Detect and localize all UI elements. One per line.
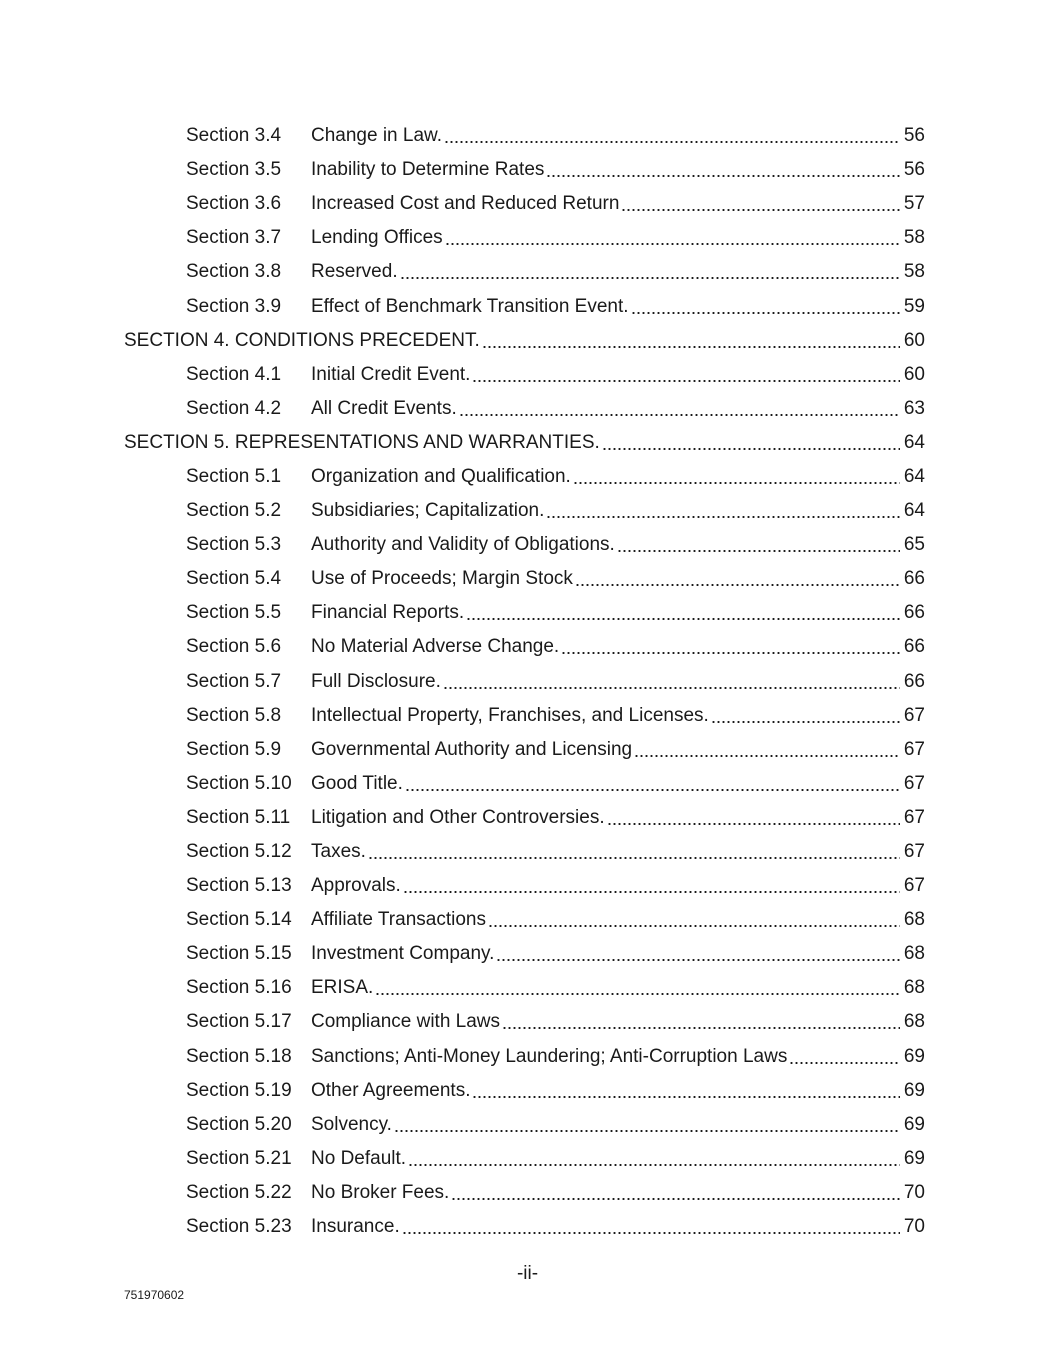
toc-entry-number: Section 3.6 <box>186 193 282 215</box>
toc-entry-title: Taxes. <box>311 841 366 863</box>
toc-section-entry[interactable] <box>124 1005 925 1039</box>
toc-entry-title: Initial Credit Event. <box>311 363 471 385</box>
toc-entry-title: Reserved. <box>311 261 398 283</box>
toc-section-entry[interactable] <box>124 221 925 255</box>
toc-entry-page: 65 <box>903 534 925 556</box>
toc-entry-number: Section 5.21 <box>186 1147 292 1169</box>
toc-entry-number: Section 5.5 <box>186 602 282 624</box>
toc-section-entry[interactable] <box>124 528 925 562</box>
toc-section-entry[interactable] <box>124 153 925 187</box>
toc-entry-page: 69 <box>903 1079 925 1101</box>
toc-entry-title: Insurance. <box>311 1216 400 1238</box>
dot-leader <box>482 345 900 349</box>
toc-entry-page: 59 <box>903 295 925 317</box>
toc-entry-number: Section 5.18 <box>186 1045 292 1067</box>
toc-entry-number: Section 5.2 <box>186 500 282 522</box>
dot-leader <box>634 754 900 758</box>
dot-leader <box>394 1129 900 1133</box>
toc-entry-title: Financial Reports. <box>311 602 465 624</box>
dot-leader <box>400 276 900 280</box>
dot-leader <box>451 1197 900 1201</box>
toc-entry-title: No Broker Fees. <box>311 1181 450 1203</box>
toc-section-entry[interactable] <box>124 392 925 426</box>
toc-entry-title: Affiliate Transactions <box>311 909 486 931</box>
toc-entry-number: Section 5.9 <box>186 738 282 760</box>
toc-entry-number: Section 5.8 <box>186 704 282 726</box>
toc-entry-title: Change in Law. <box>311 125 442 147</box>
toc-entry-page: 58 <box>903 227 925 249</box>
toc-entry-number: Section 5.7 <box>186 670 282 692</box>
toc-entry-title: ERISA. <box>311 977 374 999</box>
toc-entry-title: Lending Offices <box>311 227 443 249</box>
dot-leader <box>405 788 900 792</box>
toc-article-entry[interactable] <box>124 324 925 358</box>
toc-entry-number: Section 5.19 <box>186 1079 292 1101</box>
toc-entry-number: Section 5.3 <box>186 534 282 556</box>
toc-entry-page: 63 <box>903 397 925 419</box>
toc-entry-page: 69 <box>903 1113 925 1135</box>
toc-entry-number: Section 5.11 <box>186 806 291 828</box>
toc-section-entry[interactable] <box>124 596 925 630</box>
toc-entry-page: 58 <box>903 261 925 283</box>
dot-leader <box>546 515 900 519</box>
toc-entry-title: Investment Company. <box>311 943 495 965</box>
toc-entry-number: Section 5.6 <box>186 636 282 658</box>
toc-entry-title: Approvals. <box>311 875 401 897</box>
toc-entry-title: Increased Cost and Reduced Return <box>311 193 620 215</box>
toc-section-entry[interactable] <box>124 869 925 903</box>
toc-entry-title: Subsidiaries; Capitalization. <box>311 500 545 522</box>
toc-entry-page: 60 <box>903 363 925 385</box>
dot-leader <box>711 720 900 724</box>
toc-section-entry[interactable] <box>124 1210 925 1244</box>
toc-entry-page: 66 <box>903 670 925 692</box>
toc-entry-title: Governmental Authority and Licensing <box>311 738 633 760</box>
toc-entry-title: SECTION 5. REPRESENTATIONS AND WARRANTIES. <box>124 431 600 453</box>
toc-entry-title: Authority and Validity of Obligations. <box>311 534 615 556</box>
dot-leader <box>445 242 900 246</box>
table-of-contents <box>124 119 925 1244</box>
dot-leader <box>466 617 900 621</box>
toc-entry-title: Other Agreements. <box>311 1079 471 1101</box>
toc-entry-page: 56 <box>903 125 925 147</box>
dot-leader <box>575 583 900 587</box>
toc-entry-page: 66 <box>903 602 925 624</box>
dot-leader <box>402 1231 900 1235</box>
dot-leader <box>502 1026 900 1030</box>
toc-section-entry[interactable] <box>124 767 925 801</box>
toc-entry-number: Section 4.2 <box>186 397 282 419</box>
toc-section-entry[interactable] <box>124 494 925 528</box>
toc-entry-page: 66 <box>903 636 925 658</box>
toc-section-entry[interactable] <box>124 937 925 971</box>
toc-entry-number: Section 3.7 <box>186 227 282 249</box>
toc-entry-page: 67 <box>903 841 925 863</box>
toc-entry-title: All Credit Events. <box>311 397 457 419</box>
toc-entry-title: Use of Proceeds; Margin Stock <box>311 568 573 590</box>
toc-entry-number: Section 5.20 <box>186 1113 292 1135</box>
toc-entry-page: 56 <box>903 159 925 181</box>
toc-entry-page: 69 <box>903 1147 925 1169</box>
toc-entry-number: Section 5.14 <box>186 909 292 931</box>
toc-entry-number: Section 5.15 <box>186 943 292 965</box>
toc-entry-number: Section 5.23 <box>186 1216 292 1238</box>
toc-entry-number: Section 5.4 <box>186 568 282 590</box>
toc-entry-number: Section 3.8 <box>186 261 282 283</box>
dot-leader <box>443 686 900 690</box>
toc-entry-page: 67 <box>903 806 925 828</box>
toc-section-entry[interactable] <box>124 903 925 937</box>
toc-section-entry[interactable] <box>124 289 925 323</box>
toc-section-entry[interactable] <box>124 255 925 289</box>
toc-entry-page: 70 <box>903 1181 925 1203</box>
toc-section-entry[interactable] <box>124 1142 925 1176</box>
dot-leader <box>561 651 900 655</box>
dot-leader <box>472 379 900 383</box>
toc-entry-page: 70 <box>903 1216 925 1238</box>
toc-section-entry[interactable] <box>124 562 925 596</box>
toc-entry-number: Section 5.22 <box>186 1181 292 1203</box>
toc-entry-title: SECTION 4. CONDITIONS PRECEDENT. <box>124 329 480 351</box>
toc-entry-page: 67 <box>903 738 925 760</box>
dot-leader <box>546 174 900 178</box>
toc-entry-page: 60 <box>903 329 925 351</box>
dot-leader <box>459 413 900 417</box>
toc-entry-title: Compliance with Laws <box>311 1011 501 1033</box>
dot-leader <box>472 1095 900 1099</box>
toc-entry-number: Section 4.1 <box>186 363 282 385</box>
dot-leader <box>496 958 900 962</box>
toc-entry-title: Inability to Determine Rates <box>311 159 545 181</box>
toc-entry-number: Section 5.13 <box>186 875 292 897</box>
toc-section-entry[interactable] <box>124 1074 925 1108</box>
toc-entry-title: Full Disclosure. <box>311 670 441 692</box>
toc-section-entry[interactable] <box>124 358 925 392</box>
toc-section-entry[interactable] <box>124 630 925 664</box>
toc-section-entry[interactable] <box>124 1176 925 1210</box>
toc-entry-page: 69 <box>903 1045 925 1067</box>
toc-entry-page: 68 <box>903 1011 925 1033</box>
dot-leader <box>368 856 900 860</box>
toc-entry-number: Section 3.5 <box>186 159 282 181</box>
toc-entry-number: Section 5.1 <box>186 465 282 487</box>
toc-entry-page: 68 <box>903 909 925 931</box>
toc-section-entry[interactable] <box>124 460 925 494</box>
toc-section-entry[interactable] <box>124 665 925 699</box>
toc-entry-title: Effect of Benchmark Transition Event. <box>311 295 629 317</box>
toc-entry-number: Section 5.16 <box>186 977 292 999</box>
toc-section-entry[interactable] <box>124 699 925 733</box>
dot-leader <box>789 1061 900 1065</box>
toc-entry-number: Section 5.17 <box>186 1011 292 1033</box>
toc-entry-page: 64 <box>903 465 925 487</box>
dot-leader <box>621 208 900 212</box>
toc-section-entry[interactable] <box>124 187 925 221</box>
dot-leader <box>573 481 900 485</box>
toc-entry-page: 66 <box>903 568 925 590</box>
toc-entry-title: No Default. <box>311 1147 407 1169</box>
toc-entry-number: Section 5.10 <box>186 772 292 794</box>
toc-section-entry[interactable] <box>124 835 925 869</box>
page-number: -ii- <box>516 1263 539 1284</box>
toc-section-entry[interactable] <box>124 1108 925 1142</box>
toc-entry-title: Solvency. <box>311 1113 392 1135</box>
toc-entry-page: 67 <box>903 704 925 726</box>
toc-entry-title: Good Title. <box>311 772 403 794</box>
toc-entry-page: 64 <box>903 431 925 453</box>
toc-entry-title: No Material Adverse Change. <box>311 636 560 658</box>
toc-entry-page: 64 <box>903 500 925 522</box>
dot-leader <box>602 447 900 451</box>
toc-section-entry[interactable] <box>124 1040 925 1074</box>
dot-leader <box>408 1163 900 1167</box>
dot-leader <box>488 924 900 928</box>
toc-section-entry[interactable] <box>124 733 925 767</box>
dot-leader <box>375 992 900 996</box>
toc-entry-title: Intellectual Property, Franchises, and Licenses. <box>311 704 709 726</box>
toc-entry-number: Section 5.12 <box>186 841 292 863</box>
dot-leader <box>617 549 900 553</box>
toc-entry-page: 67 <box>903 875 925 897</box>
dot-leader <box>631 311 900 315</box>
toc-entry-page: 57 <box>903 193 925 215</box>
toc-section-entry[interactable] <box>124 971 925 1005</box>
toc-article-entry[interactable] <box>124 426 925 460</box>
toc-entry-title: Litigation and Other Controversies. <box>311 806 605 828</box>
toc-entry-page: 68 <box>903 943 925 965</box>
dot-leader <box>607 822 900 826</box>
toc-section-entry[interactable] <box>124 801 925 835</box>
dot-leader <box>444 140 900 144</box>
toc-entry-title: Organization and Qualification. <box>311 465 571 487</box>
dot-leader <box>403 890 900 894</box>
toc-section-entry[interactable] <box>124 119 925 153</box>
toc-entry-page: 68 <box>903 977 925 999</box>
toc-entry-title: Sanctions; Anti-Money Laundering; Anti-Corruption Laws <box>311 1045 788 1067</box>
document-id: 751970602 <box>124 1288 185 1302</box>
toc-entry-number: Section 3.4 <box>186 125 282 147</box>
toc-entry-page: 67 <box>903 772 925 794</box>
toc-entry-number: Section 3.9 <box>186 295 282 317</box>
